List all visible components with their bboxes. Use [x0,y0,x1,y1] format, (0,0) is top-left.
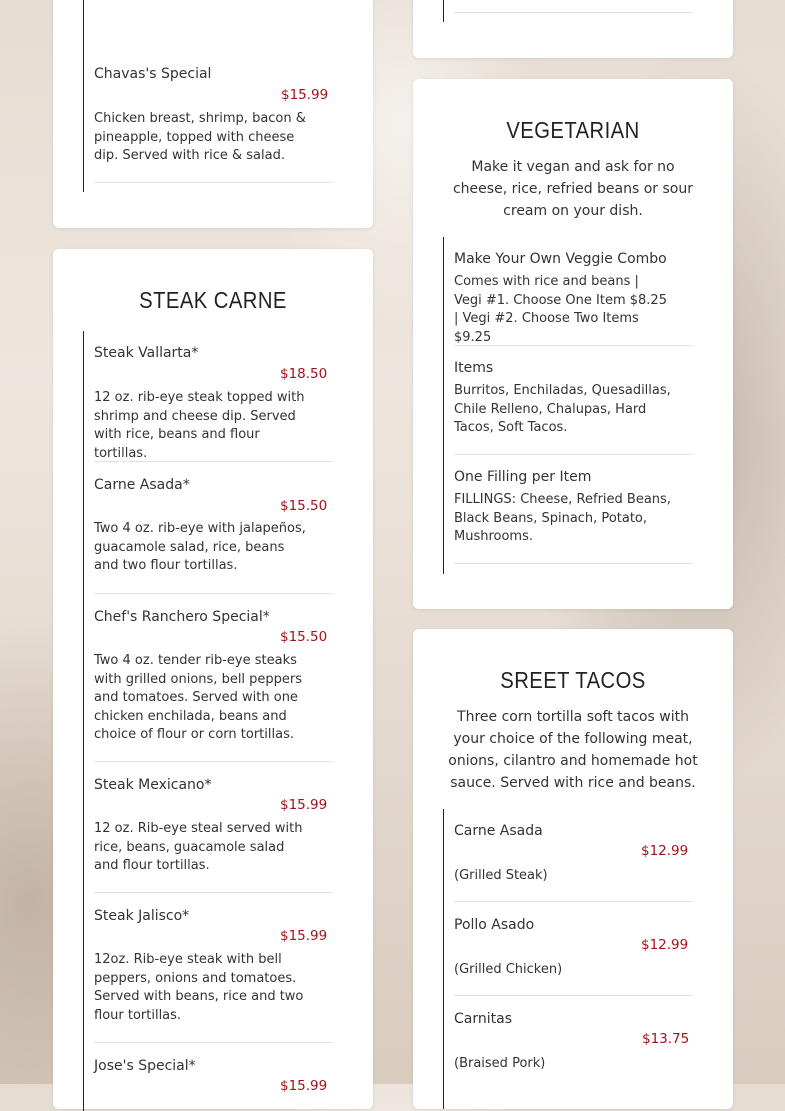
item-separator [94,761,333,762]
menu-item-description: Two 4 oz. tender rib-eye steaks with grilled onions, bell peppers and tomatoes. Served with one chicken enchilada, beans and choice of flour or corn tortillas. [94,653,303,742]
menu-item-description: (Grilled Steak) [454,868,548,883]
menu-item-name: Carne Asada [454,823,543,839]
card-accent-line [443,0,444,22]
item-separator [94,1042,333,1043]
menu-item-name: Chef's Ranchero Special* [94,609,270,625]
menu-card-top-left [53,0,373,228]
item-separator [454,345,693,346]
menu-card-top-right [413,0,733,58]
menu-item-price: $15.99 [280,797,328,813]
menu-item-description: FILLINGS: Cheese, Refried Beans, Black Beans, Spinach, Potato, Mushrooms. [454,492,671,544]
menu-item-price: $15.50 [280,629,328,645]
card-accent-line [443,237,444,574]
card-accent-line [443,809,444,1109]
menu-item-name: Steak Jalisco* [94,908,190,924]
menu-item-name: Carne Asada* [94,477,190,493]
menu-item-name: One Filling per Item [454,469,592,485]
menu-item [94,0,334,190]
item-separator [94,461,333,462]
menu-item-description: Burritos, Enchiladas, Quesadillas, Chile Relleno, Chalupas, Hard Tacos, Soft Tacos. [454,383,671,435]
section-description: Three corn tortilla soft tacos with your choice of the following meat, onions, cilantro and homemade hot sauce. Served with rice and beans. [448,709,698,791]
menu-card-vegetarian [413,79,733,609]
item-separator [454,12,693,13]
menu-item-price: $18.50 [280,366,328,382]
menu-item-description: 12 oz. Rib-eye steal served with rice, beans, guacamole salad and flour tortillas. [94,821,303,873]
item-separator [454,995,693,996]
menu-item-description: (Braised Pork) [454,1056,546,1071]
menu-item-price: $15.99 [280,928,328,944]
menu-item-price: $15.99 [281,87,329,103]
item-separator [94,892,333,893]
item-separator [454,901,693,902]
menu-item-name: Jose's Special* [94,1058,196,1074]
menu-item-name: Carnitas [454,1011,512,1027]
item-separator [94,593,333,594]
item-separator [94,182,333,183]
menu-item-name: Items [454,360,494,376]
menu-card-steak-carne [53,249,373,1109]
menu-item-name: Pollo Asado [454,917,535,933]
menu-item-description: Two 4 oz. rib-eye with jalapeños, guacamole salad, rice, beans and two flour tortillas. [94,521,306,573]
menu-item-description: Chicken breast, shrimp, bacon & pineapple, topped with cheese dip. Served with rice & salad. [94,111,306,163]
section-title: STEAK CARNE [139,287,287,313]
item-separator [454,563,693,564]
menu-item-name: Make Your Own Veggie Combo [454,251,667,267]
menu-item-price: $12.99 [641,937,689,953]
section-title: SREET TACOS [500,667,646,693]
menu-item-description: (Grilled Chicken) [454,962,563,977]
menu-item-name: Steak Mexicano* [94,777,212,793]
card-accent-line [83,0,84,192]
menu-item-name: Chavas's Special [94,66,212,82]
menu-item-price: $12.99 [641,843,689,859]
section-description: Make it vegan and ask for no cheese, rice, refried beans or sour cream on your dish. [452,159,693,219]
menu-item-price: $15.99 [280,1078,328,1094]
item-separator [454,454,693,455]
menu-card-street-tacos [413,629,733,1109]
menu-item-price: $15.50 [280,498,328,514]
menu-item-name: Steak Vallarta* [94,345,199,361]
menu-item-description: 12oz. Rib-eye steak with bell peppers, onions and tomatoes. Served with beans, rice and two flour tortillas. [94,952,304,1023]
section-title: VEGETARIAN [506,117,640,143]
menu-item-description: 12 oz. rib-eye steak topped with shrimp and cheese dip. Served with rice, beans and flour tortillas. [94,390,305,461]
menu-item-price: $13.75 [642,1031,690,1047]
card-accent-line [83,331,84,1111]
menu-item-description: Comes with rice and beans | Vegi #1. Choose One Item $8.25 | Vegi #2. Choose Two Items $9.25 [454,274,667,345]
